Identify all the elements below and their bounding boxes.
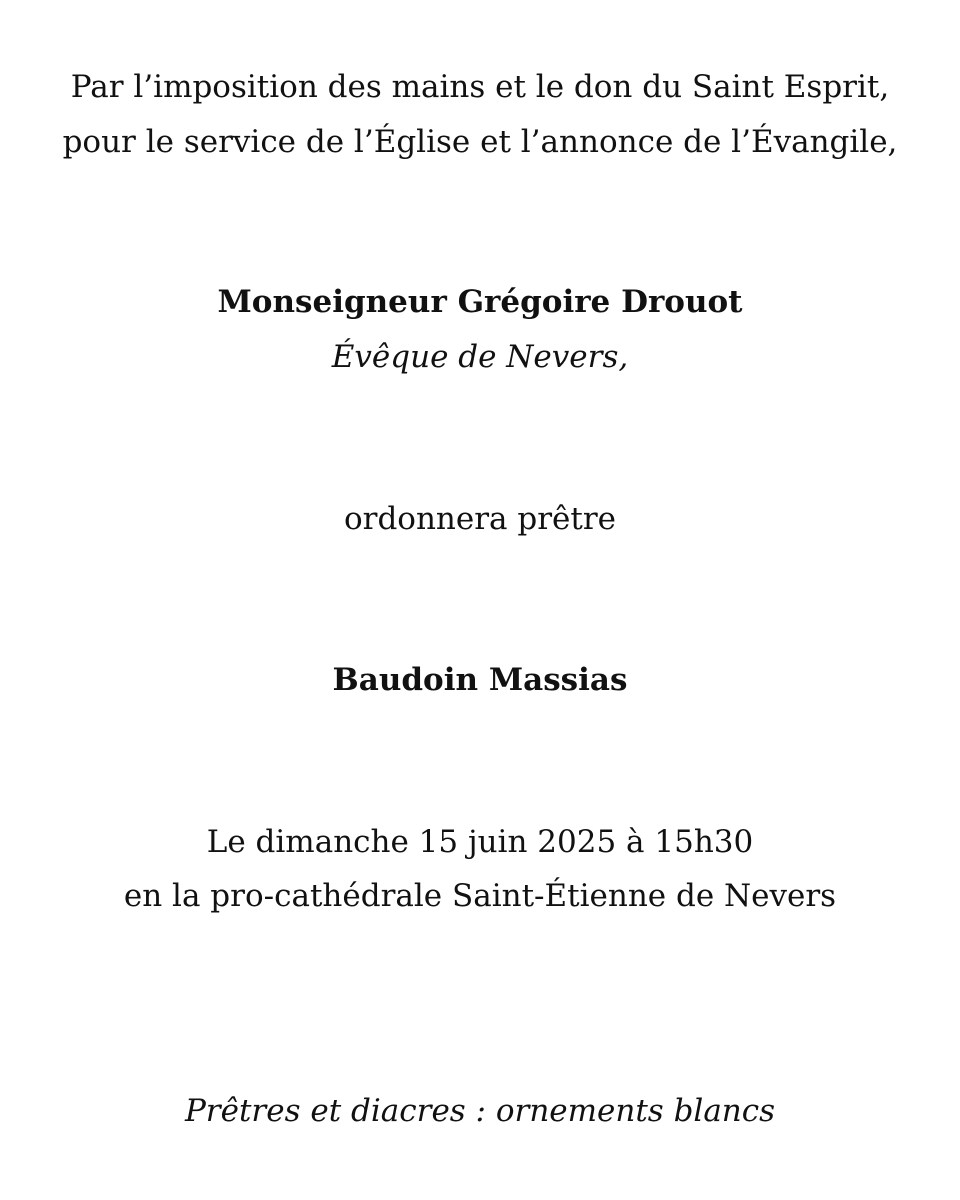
ordinand-name: Baudoin Massias [332, 662, 628, 698]
bishop-title: Évêque de Nevers, [331, 339, 629, 375]
bishop-name: Monseigneur Grégoire Drouot [217, 284, 743, 320]
ordination-action: ordonnera prêtre [343, 501, 617, 537]
intro-line-2: pour le service de l’Église et l’annonce de l’Évangile, [62, 124, 898, 160]
vestments-note: Prêtres et diacres : ornements blancs [184, 1093, 776, 1129]
ceremony-location: en la pro-cathédrale Saint-Étienne de Nevers [123, 878, 837, 914]
intro-line-1: Par l’imposition des mains et le don du Saint Esprit, [70, 69, 890, 105]
ceremony-date-time: Le dimanche 15 juin 2025 à 15h30 [206, 824, 754, 860]
